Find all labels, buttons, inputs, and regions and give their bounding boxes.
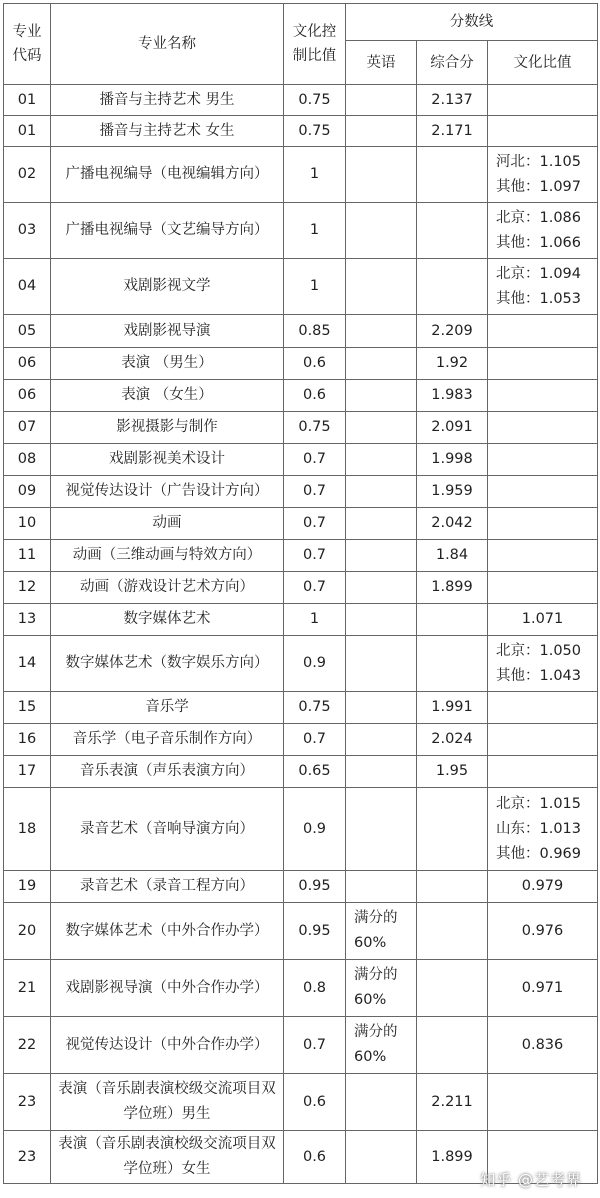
culture-ratio-cell <box>488 692 598 724</box>
table-row <box>4 724 598 756</box>
composite-score-cell <box>417 147 488 203</box>
english-cell <box>346 116 417 147</box>
table-row <box>4 1017 598 1074</box>
header-major-name: 专业名称 <box>51 4 284 85</box>
culture-ratio-line: 其他：0.969 <box>496 845 582 862</box>
major-code-cell: 06 <box>4 348 51 380</box>
culture-ratio-cell <box>488 724 598 756</box>
culture-ratio-line: 山东：1.013 <box>496 820 582 837</box>
culture-ratio-control-cell: 0.8 <box>284 960 346 1017</box>
culture-ratio-cell <box>488 348 598 380</box>
major-name-cell: 动画（游戏设计艺术方向） <box>51 572 284 604</box>
table-row <box>4 1074 598 1131</box>
table-row <box>4 259 598 315</box>
culture-ratio-line: 其他：1.053 <box>496 290 582 307</box>
major-name-cell: 数字媒体艺术 <box>51 604 284 636</box>
major-code-cell: 23 <box>4 1074 51 1131</box>
culture-ratio-line: 北京：1.094 <box>496 265 582 282</box>
composite-score-cell: 2.171 <box>417 116 488 147</box>
composite-score-cell <box>417 604 488 636</box>
major-code-cell: 20 <box>4 903 51 960</box>
composite-score-cell: 1.983 <box>417 380 488 412</box>
major-code-cell: 02 <box>4 147 51 203</box>
culture-ratio-control-cell: 0.9 <box>284 788 346 871</box>
english-cell <box>346 871 417 903</box>
major-code-cell: 01 <box>4 116 51 147</box>
culture-ratio-cell <box>488 412 598 444</box>
composite-score-cell <box>417 203 488 259</box>
table-row <box>4 380 598 412</box>
major-name-cell: 广播电视编导（电视编辑方向） <box>51 147 284 203</box>
major-name-cell: 影视摄影与制作 <box>51 412 284 444</box>
culture-ratio-cell <box>488 116 598 147</box>
culture-ratio-control-cell: 0.95 <box>284 871 346 903</box>
culture-ratio-cell <box>488 259 598 315</box>
culture-ratio-cell <box>488 476 598 508</box>
culture-ratio-cell <box>488 960 598 1017</box>
table-row <box>4 572 598 604</box>
table-row <box>4 147 598 203</box>
culture-ratio-cell <box>488 756 598 788</box>
english-cell <box>346 444 417 476</box>
culture-ratio-cell <box>488 85 598 116</box>
composite-score-cell: 1.84 <box>417 540 488 572</box>
culture-ratio-control-cell: 0.6 <box>284 380 346 412</box>
major-name-cell: 表演 （女生） <box>51 380 284 412</box>
table-row <box>4 412 598 444</box>
culture-ratio-line: 北京：1.015 <box>496 795 582 812</box>
culture-ratio-cell <box>488 315 598 348</box>
major-code-cell: 15 <box>4 692 51 724</box>
culture-ratio-control-cell: 0.6 <box>284 1074 346 1131</box>
culture-ratio-control-cell: 0.7 <box>284 724 346 756</box>
major-name-cell: 表演（音乐剧表演校级交流项目双学位班）女生 <box>51 1131 284 1184</box>
composite-score-cell <box>417 903 488 960</box>
english-cell <box>346 540 417 572</box>
header-culture-ratio-control: 文化控制比值 <box>284 4 346 85</box>
culture-ratio-control-cell: 0.6 <box>284 348 346 380</box>
composite-score-cell: 2.209 <box>417 315 488 348</box>
table-row <box>4 540 598 572</box>
culture-ratio-line: 1.071 <box>521 611 564 627</box>
culture-ratio-control-cell: 0.85 <box>284 315 346 348</box>
english-cell <box>346 724 417 756</box>
composite-score-cell: 1.998 <box>417 444 488 476</box>
major-name-cell: 广播电视编导（文艺编导方向） <box>51 203 284 259</box>
composite-score-cell: 1.92 <box>417 348 488 380</box>
major-code-cell: 03 <box>4 203 51 259</box>
culture-ratio-cell <box>488 871 598 903</box>
culture-ratio-line: 其他：1.066 <box>496 234 582 251</box>
culture-ratio-control-cell: 0.65 <box>284 756 346 788</box>
english-cell: 满分的 60% <box>346 960 417 1017</box>
composite-score-cell: 2.137 <box>417 85 488 116</box>
english-cell <box>346 412 417 444</box>
english-cell <box>346 508 417 540</box>
composite-score-cell <box>417 871 488 903</box>
major-name-cell: 音乐学 <box>51 692 284 724</box>
table-row <box>4 476 598 508</box>
major-code-cell: 11 <box>4 540 51 572</box>
culture-ratio-cell <box>488 147 598 203</box>
culture-ratio-cell <box>488 572 598 604</box>
culture-ratio-line: 0.976 <box>521 922 564 939</box>
culture-ratio-control-cell: 1 <box>284 604 346 636</box>
culture-ratio-line: 其他：1.097 <box>496 178 582 195</box>
culture-ratio-control-cell: 0.7 <box>284 572 346 604</box>
english-cell <box>346 788 417 871</box>
culture-ratio-control-cell: 0.75 <box>284 85 346 116</box>
culture-ratio-cell <box>488 540 598 572</box>
culture-ratio-control-cell: 0.7 <box>284 476 346 508</box>
culture-ratio-cell <box>488 380 598 412</box>
composite-score-cell: 2.091 <box>417 412 488 444</box>
english-cell <box>346 604 417 636</box>
header-major-code: 专业代码 <box>4 4 51 85</box>
composite-score-cell: 1.991 <box>417 692 488 724</box>
english-cell: 满分的 60% <box>346 1017 417 1074</box>
major-code-cell: 13 <box>4 604 51 636</box>
composite-score-cell: 1.959 <box>417 476 488 508</box>
culture-ratio-control-cell: 1 <box>284 259 346 315</box>
header-culture-ratio: 文化比值 <box>488 41 598 85</box>
culture-ratio-cell <box>488 1017 598 1074</box>
english-cell <box>346 636 417 692</box>
table-row <box>4 604 598 636</box>
composite-score-cell: 2.024 <box>417 724 488 756</box>
table-row <box>4 960 598 1017</box>
table-row <box>4 348 598 380</box>
english-cell <box>346 85 417 116</box>
header-score-line: 分数线 <box>346 4 598 41</box>
culture-ratio-cell <box>488 903 598 960</box>
score-table <box>3 3 598 1184</box>
english-cell <box>346 315 417 348</box>
culture-ratio-control-cell: 1 <box>284 203 346 259</box>
composite-score-cell: 1.899 <box>417 572 488 604</box>
table-row <box>4 756 598 788</box>
culture-ratio-line: 河北：1.105 <box>496 153 582 170</box>
composite-score-cell <box>417 259 488 315</box>
composite-score-cell <box>417 1017 488 1074</box>
english-cell <box>346 572 417 604</box>
english-cell <box>346 476 417 508</box>
culture-ratio-control-cell: 0.7 <box>284 540 346 572</box>
major-name-cell: 戏剧影视导演 <box>51 315 284 348</box>
culture-ratio-control-cell: 0.75 <box>284 116 346 147</box>
composite-score-cell: 2.211 <box>417 1074 488 1131</box>
culture-ratio-cell <box>488 636 598 692</box>
major-name-cell: 音乐学（电子音乐制作方向） <box>51 724 284 756</box>
composite-score-cell <box>417 788 488 871</box>
english-cell <box>346 380 417 412</box>
culture-ratio-cell <box>488 1074 598 1131</box>
major-name-cell: 戏剧影视导演（中外合作办学） <box>51 960 284 1017</box>
english-cell <box>346 756 417 788</box>
culture-ratio-control-cell: 0.75 <box>284 692 346 724</box>
culture-ratio-line: 0.971 <box>521 979 564 996</box>
culture-ratio-control-cell: 1 <box>284 147 346 203</box>
table-row <box>4 903 598 960</box>
culture-ratio-control-cell: 0.7 <box>284 508 346 540</box>
table-row <box>4 116 598 147</box>
culture-ratio-cell <box>488 604 598 636</box>
culture-ratio-control-cell: 0.75 <box>284 412 346 444</box>
watermark: 知乎 @艺考界 <box>480 1171 582 1189</box>
culture-ratio-control-cell: 0.6 <box>284 1131 346 1184</box>
major-name-cell: 数字媒体艺术（中外合作办学） <box>51 903 284 960</box>
major-code-cell: 09 <box>4 476 51 508</box>
culture-ratio-control-cell: 0.95 <box>284 903 346 960</box>
major-name-cell: 播音与主持艺术 男生 <box>51 85 284 116</box>
table-row <box>4 85 598 116</box>
major-name-cell: 视觉传达设计（中外合作办学） <box>51 1017 284 1074</box>
composite-score-cell: 1.95 <box>417 756 488 788</box>
major-name-cell: 录音艺术（音响导演方向） <box>51 788 284 871</box>
table-row <box>4 871 598 903</box>
major-code-cell: 01 <box>4 85 51 116</box>
table-row <box>4 636 598 692</box>
major-code-cell: 07 <box>4 412 51 444</box>
culture-ratio-line: 0.836 <box>521 1036 564 1053</box>
major-name-cell: 录音艺术（录音工程方向） <box>51 871 284 903</box>
culture-ratio-line: 其他：1.043 <box>496 667 582 684</box>
culture-ratio-control-cell: 0.9 <box>284 636 346 692</box>
major-name-cell: 表演（音乐剧表演校级交流项目双学位班）男生 <box>51 1074 284 1131</box>
major-code-cell: 08 <box>4 444 51 476</box>
major-code-cell: 12 <box>4 572 51 604</box>
major-code-cell: 14 <box>4 636 51 692</box>
major-name-cell: 播音与主持艺术 女生 <box>51 116 284 147</box>
major-code-cell: 21 <box>4 960 51 1017</box>
major-name-cell: 视觉传达设计（广告设计方向） <box>51 476 284 508</box>
table-row <box>4 203 598 259</box>
english-cell <box>346 147 417 203</box>
culture-ratio-cell <box>488 788 598 871</box>
table-body <box>4 85 598 1184</box>
culture-ratio-control-cell: 0.7 <box>284 1017 346 1074</box>
composite-score-cell <box>417 636 488 692</box>
major-name-cell: 动画 <box>51 508 284 540</box>
table-row <box>4 315 598 348</box>
major-code-cell: 18 <box>4 788 51 871</box>
major-name-cell: 数字媒体艺术（数字娱乐方向） <box>51 636 284 692</box>
english-cell <box>346 692 417 724</box>
culture-ratio-line: 0.979 <box>521 878 564 894</box>
table-row <box>4 692 598 724</box>
major-name-cell: 音乐表演（声乐表演方向） <box>51 756 284 788</box>
major-code-cell: 16 <box>4 724 51 756</box>
culture-ratio-cell <box>488 444 598 476</box>
english-cell: 满分的 60% <box>346 903 417 960</box>
english-cell <box>346 1074 417 1131</box>
english-cell <box>346 259 417 315</box>
table-row <box>4 508 598 540</box>
major-name-cell: 戏剧影视美术设计 <box>51 444 284 476</box>
culture-ratio-cell <box>488 203 598 259</box>
culture-ratio-line: 北京：1.050 <box>496 642 582 659</box>
major-code-cell: 06 <box>4 380 51 412</box>
culture-ratio-cell <box>488 508 598 540</box>
major-name-cell: 表演 （男生） <box>51 348 284 380</box>
major-code-cell: 19 <box>4 871 51 903</box>
english-cell <box>346 1131 417 1184</box>
major-code-cell: 22 <box>4 1017 51 1074</box>
composite-score-cell: 2.042 <box>417 508 488 540</box>
header-english: 英语 <box>346 41 417 85</box>
major-code-cell: 23 <box>4 1131 51 1184</box>
culture-ratio-control-cell: 0.7 <box>284 444 346 476</box>
composite-score-cell <box>417 960 488 1017</box>
major-code-cell: 05 <box>4 315 51 348</box>
header-composite-score: 综合分 <box>417 41 488 85</box>
major-name-cell: 动画（三维动画与特效方向） <box>51 540 284 572</box>
english-cell <box>346 203 417 259</box>
major-code-cell: 04 <box>4 259 51 315</box>
major-name-cell: 戏剧影视文学 <box>51 259 284 315</box>
culture-ratio-line: 北京：1.086 <box>496 209 582 226</box>
composite-score-cell: 1.899 <box>417 1131 488 1184</box>
english-cell <box>346 348 417 380</box>
major-code-cell: 10 <box>4 508 51 540</box>
table-row <box>4 788 598 871</box>
major-code-cell: 17 <box>4 756 51 788</box>
table-row <box>4 444 598 476</box>
